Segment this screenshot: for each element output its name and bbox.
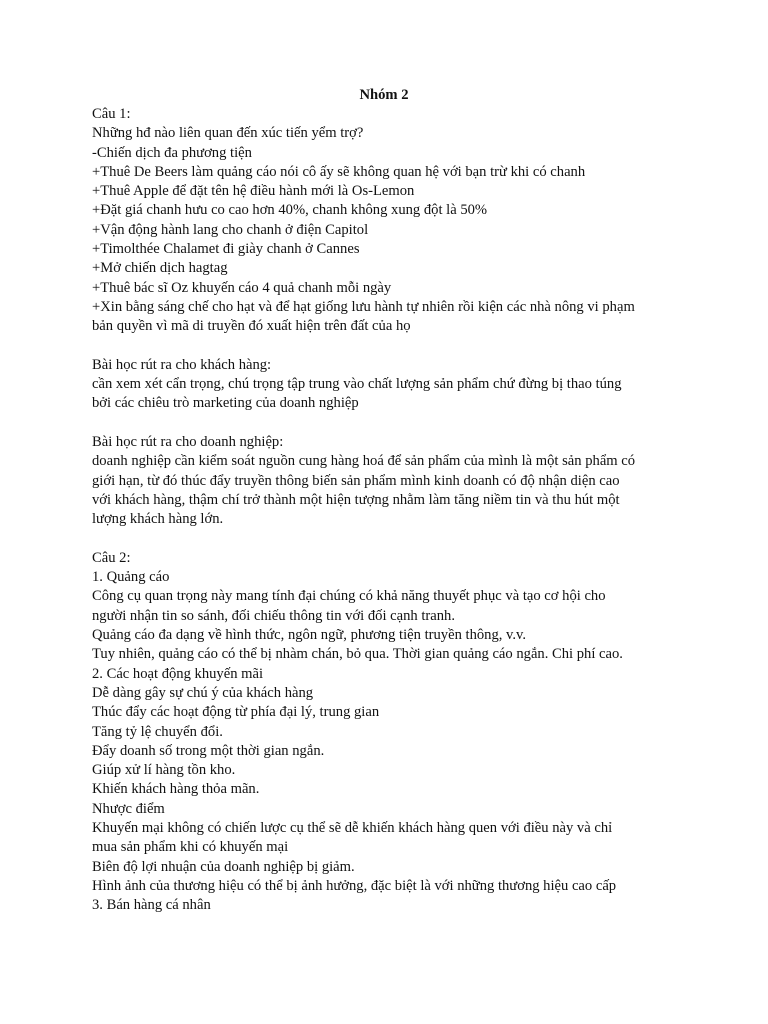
lesson-business-line: giới hạn, từ đó thúc đẩy truyền thông biến sản phẩm mình kinh doanh có độ nhận diện cao [92,472,620,489]
disadvantages-heading: Nhược điểm [92,800,165,817]
paragraph-gap [92,530,682,549]
question-2-line: Tuy nhiên, quảng cáo có thể bị nhàm chán, bỏ qua. Thời gian quảng cáo ngắn. Chi phí cao. [92,646,623,663]
question-2-line: Khiến khách hàng thỏa mãn. [92,781,260,798]
lesson-business-heading: Bài học rút ra cho doanh nghiệp: [92,434,284,451]
lesson-business-line: với khách hàng, thậm chí trở thành một hiện tượng nhằm làm tăng niềm tin và thu hút một [92,491,620,508]
question-2-line: người nhận tin so sánh, đối chiếu thông tin với đối cạnh tranh. [92,607,456,624]
campaign-item: +Thuê Apple để đặt tên hệ điều hành mới là Os-Lemon [92,183,415,200]
question-2-heading: Câu 2: [92,549,131,566]
question-2-line: Tăng tỷ lệ chuyển đổi. [92,723,223,740]
campaign-item: +Thuê bác sĩ Oz khuyến cáo 4 quả chanh mỗi ngày [92,279,392,296]
document-title: Nhóm 2 [359,87,409,103]
lesson-customer-heading: Bài học rút ra cho khách hàng: [92,356,272,373]
campaign-heading: -Chiến dịch đa phương tiện [92,144,252,161]
lesson-customer-line: cần xem xét cẩn trọng, chú trọng tập trung vào chất lượng sản phẩm chứ đừng bị thao túng [92,376,622,393]
question-2-line: Biên độ lợi nhuận của doanh nghiệp bị giảm. [92,858,355,875]
question-2-line: Đẩy doanh số trong một thời gian ngắn. [92,742,325,759]
paragraph-gap [92,337,682,356]
question-2-line: Khuyến mại không có chiến lược cụ thể sẽ dễ khiến khách hàng quen với điều này và chỉ [92,819,613,836]
section-heading-advertising: 1. Quảng cáo [92,569,170,586]
question-1-heading: Câu 1: [92,106,131,122]
question-2-line: Hình ảnh của thương hiệu có thể bị ảnh hưởng, đặc biệt là với những thương hiệu cao cấp [92,877,617,894]
section-heading-personal-selling: 3. Bán hàng cá nhân [92,897,211,914]
lesson-business-line: doanh nghiệp cần kiểm soát nguồn cung hàng hoá để sản phẩm của mình là một sản phẩm có [92,453,636,470]
question-2-line: Công cụ quan trọng này mang tính đại chúng có khả năng thuyết phục và tạo cơ hội cho [92,588,606,605]
campaign-item: +Xin bằng sáng chế cho hạt và để hạt giống lưu hành tự nhiên rồi kiện các nhà nông vi phạm [92,298,635,315]
lesson-business-line: lượng khách hàng lớn. [92,511,224,528]
lesson-customer-line: bởi các chiêu trò marketing của doanh nghiệp [92,395,359,412]
campaign-item: +Thuê De Beers làm quảng cáo nói cô ấy sẽ không quan hệ với bạn trừ khi có chanh [92,163,586,180]
question-2-line: Dễ dàng gây sự chú ý của khách hàng [92,684,314,701]
question-2-line: Thúc đẩy các hoạt động từ phía đại lý, trung gian [92,704,380,721]
document-body [92,105,682,915]
paragraph-gap [92,414,682,433]
campaign-item: +Mở chiến dịch hagtag [92,260,228,277]
question-2-line: mua sản phẩm khi có khuyến mại [92,839,289,856]
question-2-line: Giúp xử lí hàng tồn kho. [92,762,236,779]
campaign-item-continuation: bản quyền vì mã di truyền đó xuất hiện trên đất của họ [92,318,411,335]
campaign-item: +Timolthée Chalamet đi giày chanh ở Cannes [92,241,360,258]
campaign-item: +Đặt giá chanh hưu co cao hơn 40%, chanh không xung đột là 50% [92,202,488,219]
question-2-line: Quảng cáo đa dạng về hình thức, ngôn ngữ, phương tiện truyền thông, v.v. [92,627,527,644]
question-1-text: Những hđ nào liên quan đến xúc tiến yểm trợ? [92,125,364,142]
campaign-item: +Vận động hành lang cho chanh ở điện Capitol [92,221,369,238]
section-heading-promotions: 2. Các hoạt động khuyến mãi [92,665,264,682]
